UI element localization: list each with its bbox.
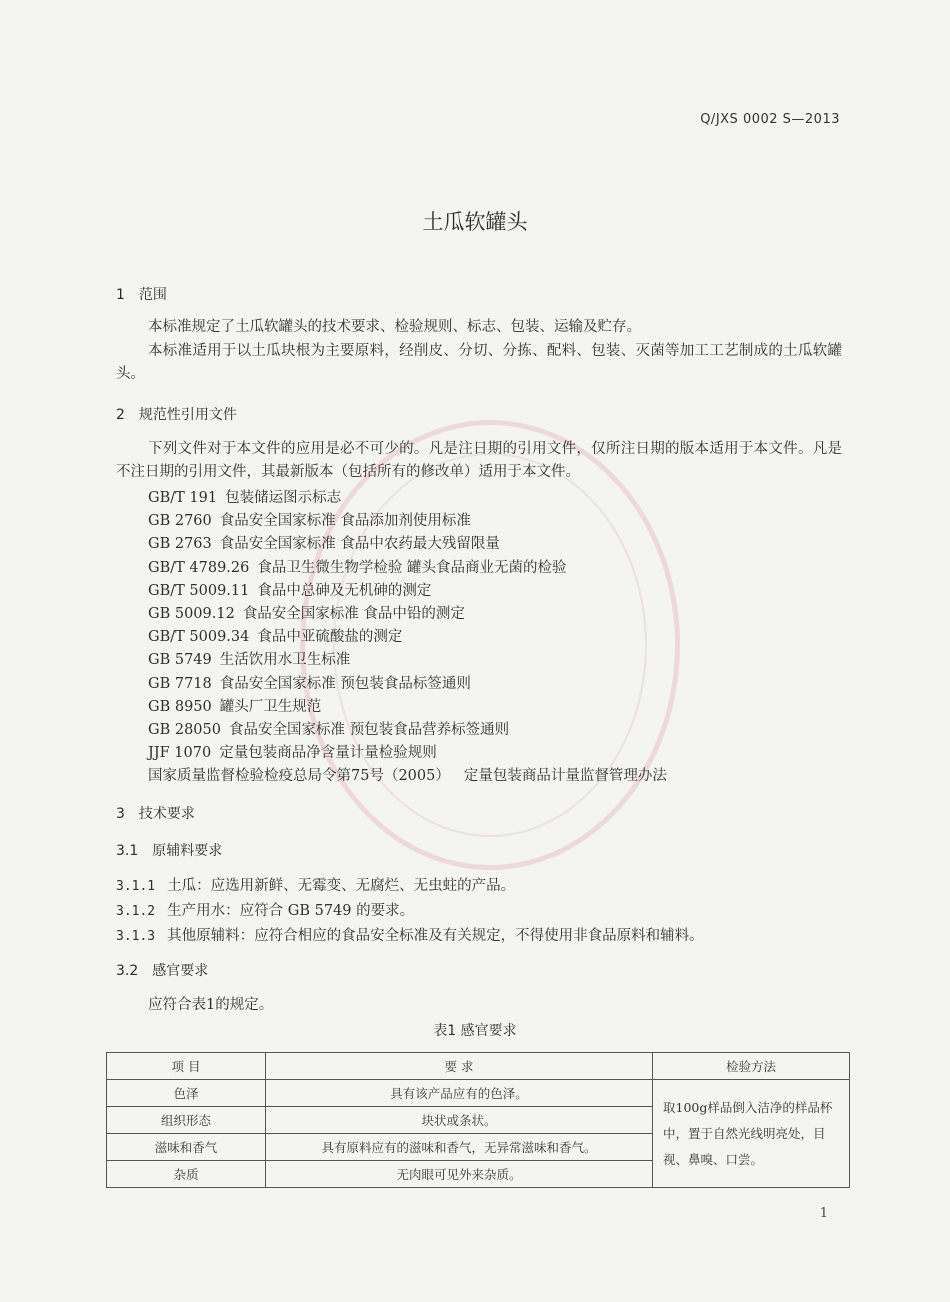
clause-3-1-2: 3.1.2 生产用水：应符合 GB 5749 的要求。 (116, 903, 415, 919)
section-number: 1 (116, 287, 125, 303)
section-number: 3.2 (116, 963, 139, 979)
reference-list (148, 487, 667, 788)
reference-item: GB/T 4789.26 食品卫生微生物学检验 罐头食品商业无菌的检验 (148, 559, 567, 576)
reference-item: GB 5009.12 食品安全国家标准 食品中铅的测定 (148, 605, 465, 622)
document-title: 土瓜软罐头 (422, 210, 528, 234)
section-title: 原辅料要求 (152, 843, 223, 859)
section-number: 2 (116, 407, 125, 423)
sensory-requirements-table (106, 1052, 850, 1188)
scope-paragraph-2: 本标准适用于以土瓜块根为主要原料，经削皮、分切、分拣、配料、包装、灭菌等加工工艺制成的土瓜软罐头。 (116, 343, 842, 382)
reference-item: GB 5749 生活饮用水卫生标准 (148, 652, 351, 669)
reference-item: GB 2760 食品安全国家标准 食品添加剂使用标准 (148, 513, 471, 530)
table-row: 组织形态 块状或条状。 (107, 1107, 850, 1134)
sensory-intro: 应符合表1的规定。 (148, 997, 274, 1013)
reference-item: GB 2763 食品安全国家标准 食品中农药最大残留限量 (148, 536, 500, 553)
section-number: 3 (116, 806, 125, 822)
column-header: 要 求 (266, 1053, 653, 1080)
table-row: 滋味和香气 具有原料应有的滋味和香气，无异常滋味和香气。 (107, 1134, 850, 1161)
clause-3-1-1: 3.1.1 土瓜：应选用新鲜、无霉变、无腐烂、无虫蛀的产品。 (116, 878, 516, 894)
section-title: 规范性引用文件 (138, 407, 237, 423)
section-number: 3.1 (116, 843, 139, 859)
standard-code: Q/JXS 0002 S—2013 (700, 112, 840, 127)
section-3-2-heading (116, 960, 208, 980)
page-number: 1 (819, 1206, 828, 1221)
section-3-1-heading (116, 840, 222, 860)
reference-item: GB 8950 罐头厂卫生规范 (148, 698, 322, 715)
table-row: 杂质 无肉眼可见外来杂质。 (107, 1161, 850, 1188)
section-title: 技术要求 (138, 806, 195, 822)
table-caption: 表1 感官要求 (433, 1023, 517, 1039)
section-title: 感官要求 (152, 963, 209, 979)
section-3-heading (116, 803, 195, 823)
section-title: 范围 (138, 287, 167, 303)
section-2-heading (116, 404, 237, 424)
reference-item: GB/T 5009.11 食品中总砷及无机砷的测定 (148, 582, 432, 599)
reference-item: GB 7718 食品安全国家标准 预包装食品标签通则 (148, 675, 471, 692)
reference-item: GB/T 191 包装储运图示标志 (148, 490, 342, 506)
table-header-row (107, 1053, 850, 1080)
references-intro: 下列文件对于本文件的应用是必不可少的。凡是注日期的引用文件，仅所注日期的版本适用于本文件。凡是不注日期的引用文件，其最新版本（包括所有的修改单）适用于本文件。 (116, 441, 842, 480)
scope-paragraph-1: 本标准规定了土瓜软罐头的技术要求、检验规则、标志、包装、运输及贮存。 (148, 319, 641, 335)
reference-item: GB/T 5009.34 食品中亚硫酸盐的测定 (148, 629, 403, 646)
reference-item: JJF 1070 定量包装商品净含量计量检验规则 (148, 745, 437, 762)
reference-item: GB 28050 食品安全国家标准 预包装食品营养标签通则 (148, 721, 510, 738)
clause-3-1-3: 3.1.3 其他原辅料：应符合相应的食品安全标准及有关规定，不得使用非食品原料和辅料。 (116, 928, 704, 944)
column-header: 项 目 (107, 1053, 266, 1080)
section-1-heading (116, 284, 167, 304)
column-header: 检验方法 (653, 1053, 850, 1080)
table-row: 色泽 具有该产品应有的色泽。 取100g样品倒入洁净的样品杯中，置于自然光线明亮处，目视、鼻嗅、口尝。 (107, 1080, 850, 1107)
reference-item: 国家质量监督检验检疫总局令第75号（2005） 定量包装商品计量监督管理办法 (148, 768, 667, 785)
inspection-method: 取100g样品倒入洁净的样品杯中，置于自然光线明亮处，目视、鼻嗅、口尝。 (653, 1080, 850, 1188)
